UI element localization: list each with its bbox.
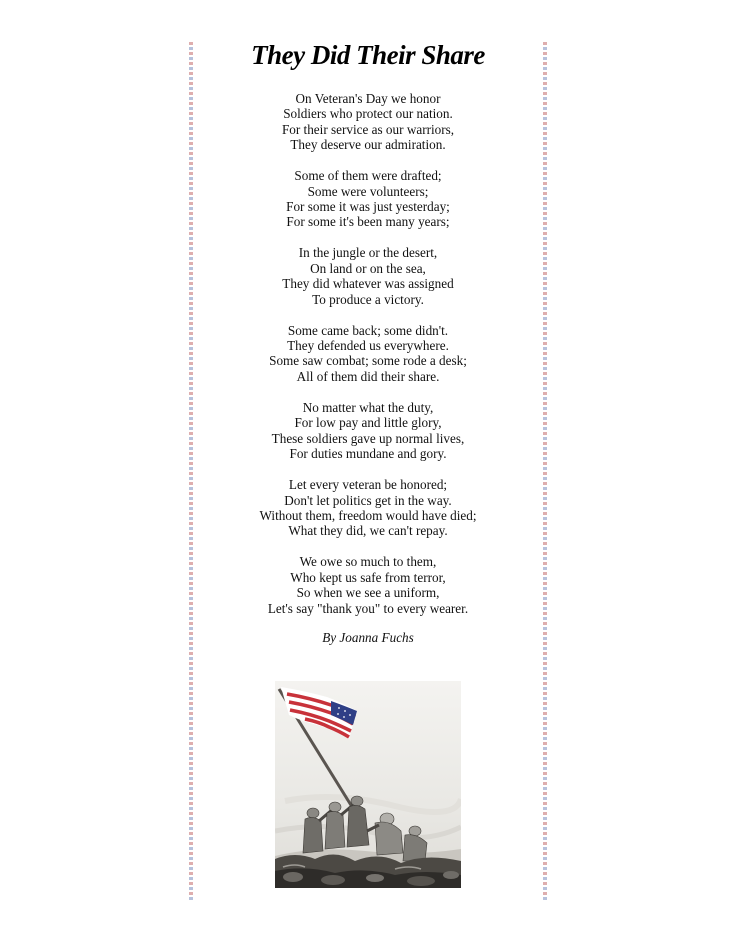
stanza-5	[193, 400, 543, 462]
poem-line: Don't let politics get in the way.	[284, 492, 452, 508]
poem-line: All of them did their share.	[296, 368, 440, 384]
stanza-3	[193, 245, 543, 307]
right-decorative-border	[543, 42, 547, 902]
poem-body	[193, 91, 543, 645]
poem-line: For their service as our warriors,	[281, 121, 455, 137]
poem-line: For duties mundane and gory.	[289, 446, 447, 462]
poem-line: Some saw combat; some rode a desk;	[269, 353, 467, 369]
poem-line: Some came back; some didn't.	[287, 322, 449, 338]
poem-line: So when we see a uniform,	[296, 585, 440, 601]
poem-line: Without them, freedom would have died;	[259, 507, 477, 523]
stanza-6	[193, 477, 543, 539]
poem-line: For some it was just yesterday;	[286, 199, 450, 215]
poem-line: Who kept us safe from terror,	[290, 569, 446, 585]
poem-byline: By Joanna Fuchs	[322, 629, 414, 645]
poem-line: They defended us everywhere.	[287, 338, 449, 354]
poem-line: We owe so much to them,	[299, 554, 437, 570]
poem-line: Let's say "thank you" to every wearer.	[267, 600, 469, 616]
flag-raising-painting	[275, 681, 461, 888]
stanza-4	[193, 323, 543, 385]
poem-line: No matter what the duty,	[302, 399, 434, 415]
poem-line: On land or on the sea,	[310, 260, 426, 276]
stanza-2	[193, 168, 543, 230]
poem-line: These soldiers gave up normal lives,	[271, 430, 465, 446]
poem-line: On Veteran's Day we honor	[295, 91, 441, 106]
poem-line: They deserve our admiration.	[290, 137, 446, 153]
poem-line: Let every veteran be honored;	[288, 477, 448, 493]
poem-line: For some it's been many years;	[286, 214, 450, 230]
poem-line: In the jungle or the desert,	[298, 245, 438, 261]
stanza-1	[193, 91, 543, 153]
poem-line: To produce a victory.	[312, 291, 424, 307]
poem-title: They Did Their Share	[251, 40, 485, 70]
poem-line: Soldiers who protect our nation.	[283, 106, 453, 122]
poem-line: They did whatever was assigned	[282, 276, 454, 292]
poem-line: What they did, we can't repay.	[288, 523, 448, 539]
stanza-7	[193, 554, 543, 616]
poem-line: For low pay and little glory,	[294, 415, 442, 431]
poem-line: Some of them were drafted;	[294, 168, 442, 184]
poem-line: Some were volunteers;	[307, 183, 429, 199]
